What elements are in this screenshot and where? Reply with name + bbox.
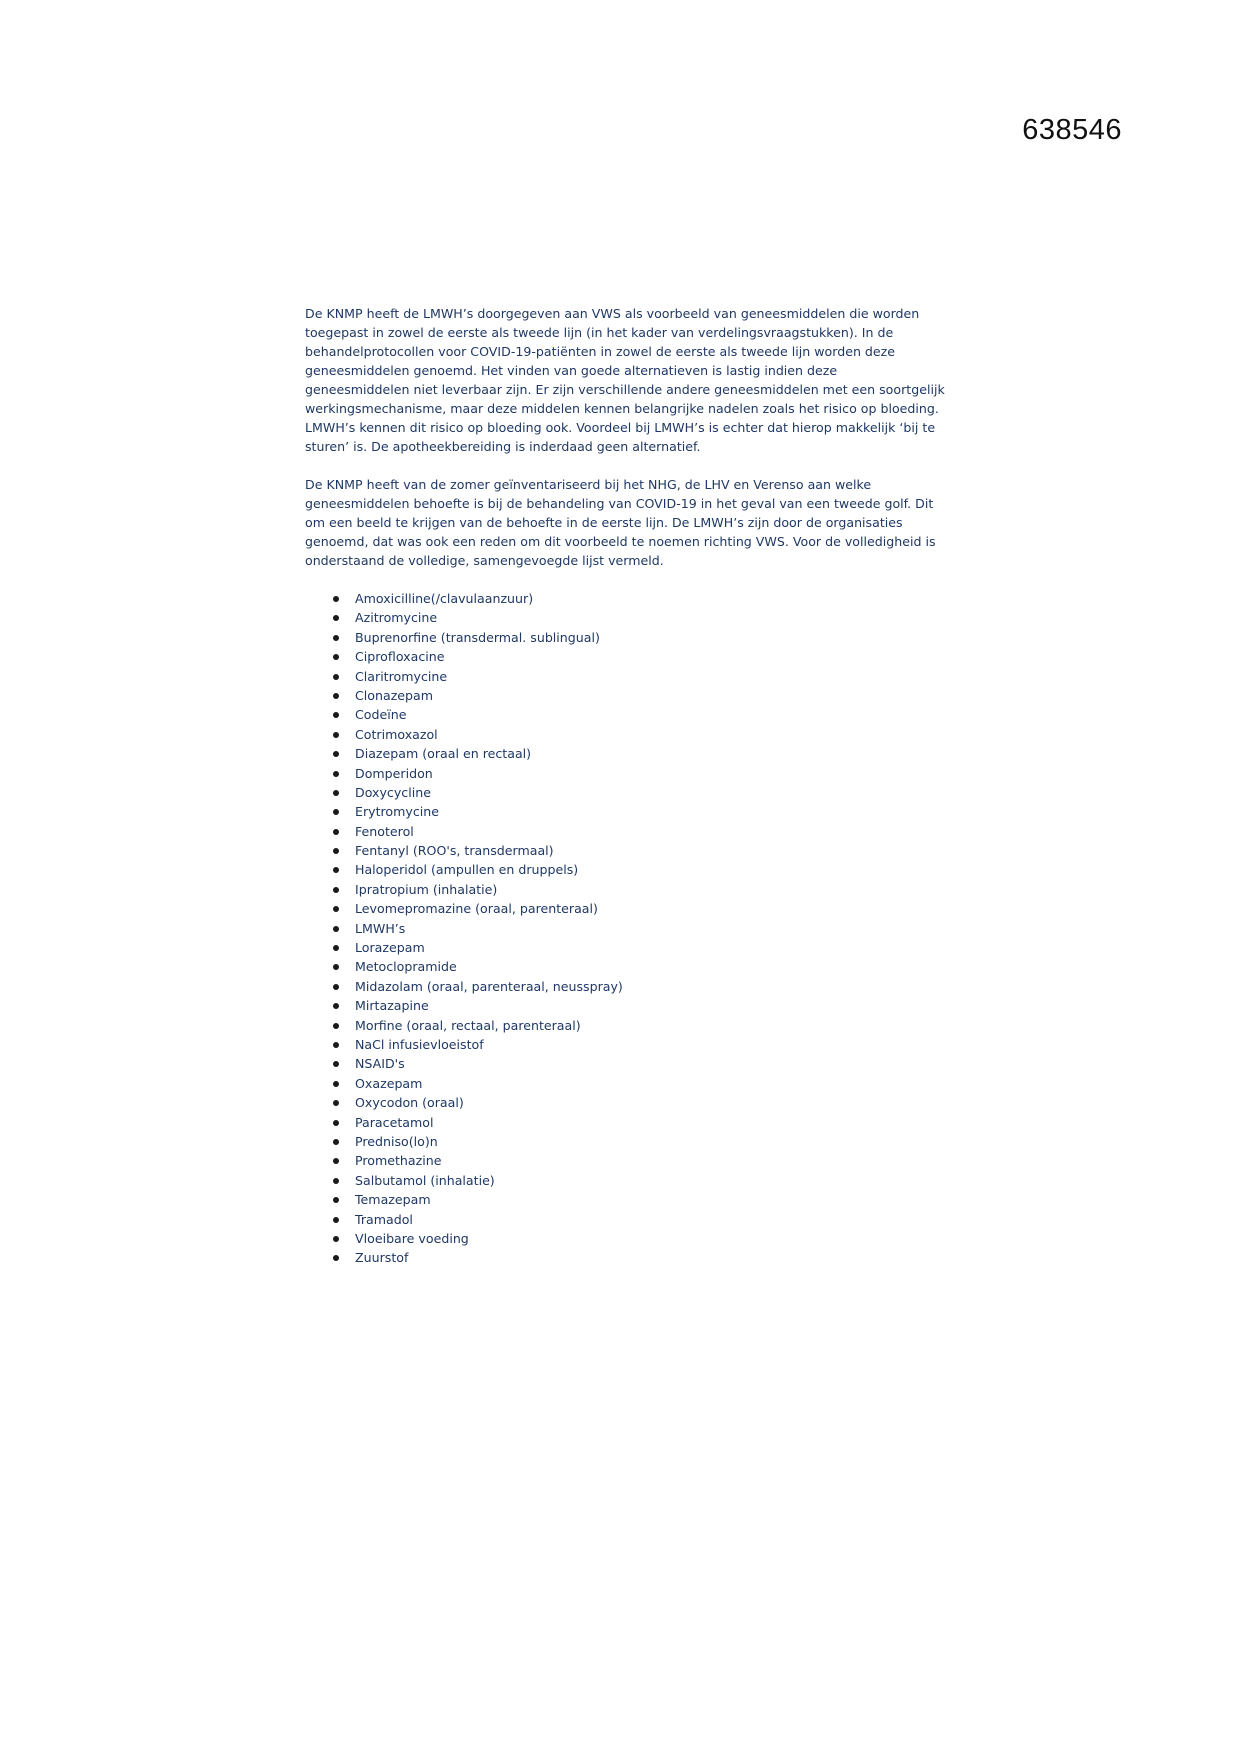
list-item-label: Ciprofloxacine <box>355 649 445 665</box>
list-item <box>305 938 945 957</box>
list-item <box>305 1074 945 1093</box>
list-item <box>305 802 945 821</box>
list-item-label: Zuurstof <box>355 1250 409 1266</box>
list-item <box>305 628 945 647</box>
list-item <box>305 1248 945 1267</box>
list-item <box>305 1093 945 1112</box>
bullet-icon <box>333 635 339 641</box>
bullet-icon <box>333 848 339 854</box>
bullet-icon <box>333 693 339 699</box>
list-item <box>305 919 945 938</box>
bullet-icon <box>333 1100 339 1106</box>
list-item-label: Domperidon <box>355 765 433 781</box>
bullet-icon <box>333 1178 339 1184</box>
bullet-icon <box>333 964 339 970</box>
bullet-icon <box>333 1042 339 1048</box>
bullet-icon <box>333 1236 339 1242</box>
list-item-label: Temazepam <box>355 1192 431 1208</box>
list-item-label: Salbutamol (inhalatie) <box>355 1172 495 1188</box>
bullet-icon <box>333 1217 339 1223</box>
list-item-label: Amoxicilline(/clavulaanzuur) <box>355 591 534 606</box>
list-item-label: Codeïne <box>355 707 407 723</box>
list-item <box>305 880 945 899</box>
list-item <box>305 1132 945 1151</box>
paragraph-inventory: De KNMP heeft van de zomer geïnventariseerd bij het NHG, de LHV en Verenso aan welke geneesmiddelen behoefte is bij de behandeling van COVID-19 in het geval van een tweede golf. Dit om een beeld te krijgen van de behoefte in de eerste lijn. De LMWH’s zijn door de organisaties genoemd, dat was ook een reden om dit voorbeeld te noemen richting VWS. Voor de volledigheid is onderstaand de volledige, samengevoegde lijst vermeld. <box>305 477 936 568</box>
list-item-label: Lorazepam <box>355 940 425 956</box>
bullet-icon <box>333 771 339 777</box>
list-item-label: Metoclopramide <box>355 959 457 975</box>
list-item-label: Erytromycine <box>355 804 440 820</box>
list-item-label: Ipratropium (inhalatie) <box>355 881 498 897</box>
bullet-icon <box>333 906 339 912</box>
list-item <box>305 957 945 976</box>
list-item <box>305 705 945 724</box>
bullet-icon <box>333 1158 339 1164</box>
list-item-label: Azitromycine <box>355 610 438 626</box>
list-item-label: Levomepromazine (oraal, parenteraal) <box>355 901 598 917</box>
bullet-icon <box>333 1139 339 1145</box>
list-item-label: Diazepam (oraal en rectaal) <box>355 746 532 762</box>
list-item-label: NSAID's <box>355 1056 405 1072</box>
list-item <box>305 589 945 608</box>
list-item <box>305 744 945 763</box>
list-item-label: Oxycodon (oraal) <box>355 1095 464 1111</box>
list-item-label: Oxazepam <box>355 1075 423 1091</box>
list-item <box>305 1171 945 1190</box>
list-item-label: Claritromycine <box>355 668 448 684</box>
bullet-icon <box>333 945 339 951</box>
list-item <box>305 1229 945 1248</box>
list-item <box>305 841 945 860</box>
list-item <box>305 783 945 802</box>
list-item-label: Buprenorfine (transdermal. sublingual) <box>355 629 600 645</box>
bullet-icon <box>333 615 339 621</box>
list-item-label: Fenoterol <box>355 823 414 839</box>
bullet-icon <box>333 1023 339 1029</box>
bullet-icon <box>333 674 339 680</box>
list-item <box>305 1210 945 1229</box>
list-item <box>305 608 945 627</box>
list-item-label: Predniso(lo)n <box>355 1133 438 1149</box>
list-item-label: Mirtazapine <box>355 998 429 1014</box>
list-item-label: Morfine (oraal, rectaal, parenteraal) <box>355 1017 581 1033</box>
bullet-icon <box>333 1003 339 1009</box>
list-item-label: Paracetamol <box>355 1114 434 1130</box>
list-item <box>305 647 945 666</box>
bullet-icon <box>333 809 339 815</box>
bullet-icon <box>333 1120 339 1126</box>
bullet-icon <box>333 1081 339 1087</box>
paragraph-lmwh: De KNMP heeft de LMWH’s doorgegeven aan VWS als voorbeeld van geneesmiddelen die worden toegepast in zowel de eerste als tweede lijn (in het kader van verdelingsvraagstukken). In de behandelprotocollen voor COVID-19-patiënten in zowel de eerste als tweede lijn worden deze geneesmiddelen genoemd. Het vinden van goede alternatieven is lastig indien deze geneesmiddelen niet leverbaar zijn. Er zijn verschillende andere geneesmiddelen met een soortgelijk werkingsmechanisme, maar deze middelen kennen belangrijke nadelen zoals het risico op bloeding. LMWH’s kennen dit risico op bloeding ook. Voordeel bij LMWH’s is echter dat hierop makkelijk ‘bij te sturen’ is. De apotheekbereiding is inderdaad geen alternatief. <box>305 306 945 454</box>
bullet-icon <box>333 732 339 738</box>
list-item <box>305 667 945 686</box>
bullet-icon <box>333 887 339 893</box>
list-item <box>305 1016 945 1035</box>
bullet-icon <box>333 926 339 932</box>
list-item <box>305 1190 945 1209</box>
list-item-label: Haloperidol (ampullen en druppels) <box>355 862 579 878</box>
list-item-label: Tramadol <box>355 1211 413 1227</box>
list-item <box>305 822 945 841</box>
list-item <box>305 1035 945 1054</box>
list-item-label: Midazolam (oraal, parenteraal, neusspray) <box>355 978 623 994</box>
bullet-icon <box>333 712 339 718</box>
list-item-label: LMWH’s <box>355 920 406 936</box>
bullet-icon <box>333 596 339 602</box>
list-item <box>305 996 945 1015</box>
bullet-icon <box>333 867 339 873</box>
list-item <box>305 725 945 744</box>
bullet-icon <box>333 1061 339 1067</box>
list-item-label: Vloeibare voeding <box>355 1230 469 1246</box>
list-item <box>305 764 945 783</box>
list-item-label: Fentanyl (ROO's, transdermaal) <box>355 843 554 859</box>
list-item-label: Promethazine <box>355 1153 442 1169</box>
list-item <box>305 860 945 879</box>
document-number: 638546 <box>1022 114 1122 146</box>
bullet-icon <box>333 984 339 990</box>
list-item <box>305 686 945 705</box>
list-item <box>305 899 945 918</box>
bullet-icon <box>333 790 339 796</box>
list-item <box>305 1151 945 1170</box>
bullet-icon <box>333 1197 339 1203</box>
list-item-label: NaCl infusievloeistof <box>355 1036 484 1052</box>
list-item <box>305 1054 945 1073</box>
bullet-icon <box>333 1255 339 1261</box>
bullet-icon <box>333 829 339 835</box>
bullet-icon <box>333 654 339 660</box>
list-item-label: Clonazepam <box>355 687 434 703</box>
list-item-label: Cotrimoxazol <box>355 726 438 742</box>
medication-list <box>305 589 945 1268</box>
bullet-icon <box>333 751 339 757</box>
list-item <box>305 1113 945 1132</box>
list-item-label: Doxycycline <box>355 784 431 800</box>
list-item <box>305 977 945 996</box>
document-body <box>305 304 945 1268</box>
